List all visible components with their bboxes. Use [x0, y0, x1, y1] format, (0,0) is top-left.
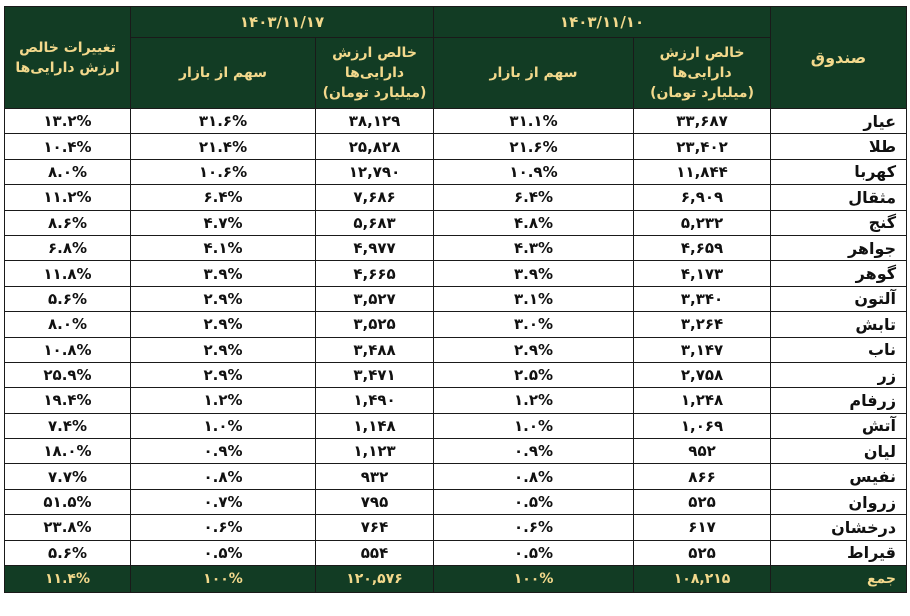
change-value: ۱۳.۲%	[5, 109, 131, 134]
nav-value-2: ۹۳۲	[316, 464, 434, 489]
share-value-2: ۱.۲%	[131, 388, 316, 413]
nav-value-1: ۶,۹۰۹	[634, 185, 771, 210]
date-header-2: ۱۴۰۳/۱۱/۱۷	[131, 7, 434, 38]
share-value-1: ۲۱.۶%	[434, 134, 634, 159]
share-value-1: ۰.۶%	[434, 515, 634, 540]
table-row	[5, 312, 907, 337]
table-row	[5, 413, 907, 438]
nav-value-2: ۳,۵۲۷	[316, 286, 434, 311]
change-value: ۸.۶%	[5, 210, 131, 235]
share-value-2: ۲.۹%	[131, 312, 316, 337]
fund-name: زروان	[771, 489, 907, 514]
change-value: ۷.۴%	[5, 413, 131, 438]
fund-name: آتش	[771, 413, 907, 438]
nav-value-2: ۳,۵۲۵	[316, 312, 434, 337]
nav-value-1: ۴,۶۵۹	[634, 235, 771, 260]
fund-name: کهربا	[771, 159, 907, 184]
share-value-2: ۴.۱%	[131, 235, 316, 260]
nav-header-2	[316, 38, 434, 109]
nav-value-2: ۱,۱۴۸	[316, 413, 434, 438]
total-change: ۱۱.۴%	[5, 566, 131, 593]
change-value: ۲۳.۸%	[5, 515, 131, 540]
table-row	[5, 388, 907, 413]
share-value-2: ۳۱.۶%	[131, 109, 316, 134]
nav-value-2: ۴,۹۷۷	[316, 235, 434, 260]
share-value-1: ۶.۴%	[434, 185, 634, 210]
fund-name: طلا	[771, 134, 907, 159]
nav-value-2: ۷۹۵	[316, 489, 434, 514]
nav-value-2: ۵,۶۸۳	[316, 210, 434, 235]
share-header-1: سهم از بازار	[434, 38, 634, 109]
fund-name: عیار	[771, 109, 907, 134]
share-value-2: ۲.۹%	[131, 337, 316, 362]
total-share1: ۱۰۰%	[434, 566, 634, 593]
share-value-1: ۳۱.۱%	[434, 109, 634, 134]
total-fund-label: جمع	[771, 566, 907, 593]
table-row	[5, 489, 907, 514]
table-row	[5, 235, 907, 260]
fund-name: تابش	[771, 312, 907, 337]
nav-header-1-line1: خالص ارزش دارایی‌ها	[659, 45, 745, 81]
total-nav1: ۱۰۸,۲۱۵	[634, 566, 771, 593]
nav-value-1: ۵,۲۳۲	[634, 210, 771, 235]
table-body	[5, 109, 907, 566]
nav-value-2: ۳۸,۱۲۹	[316, 109, 434, 134]
nav-header-1	[634, 38, 771, 109]
nav-value-2: ۳,۴۷۱	[316, 362, 434, 387]
change-value: ۲۵.۹%	[5, 362, 131, 387]
fund-name: گوهر	[771, 261, 907, 286]
change-value: ۵۱.۵%	[5, 489, 131, 514]
share-value-2: ۰.۵%	[131, 540, 316, 565]
share-value-2: ۶.۴%	[131, 185, 316, 210]
nav-value-1: ۱۱,۸۴۴	[634, 159, 771, 184]
share-value-1: ۴.۳%	[434, 235, 634, 260]
share-value-2: ۰.۹%	[131, 439, 316, 464]
fund-name: مثقال	[771, 185, 907, 210]
share-value-2: ۱.۰%	[131, 413, 316, 438]
fund-name: ناب	[771, 337, 907, 362]
share-value-2: ۰.۸%	[131, 464, 316, 489]
fund-name: گنج	[771, 210, 907, 235]
share-header-2: سهم از بازار	[131, 38, 316, 109]
change-value: ۸.۰%	[5, 159, 131, 184]
share-value-1: ۴.۸%	[434, 210, 634, 235]
change-value: ۱۰.۸%	[5, 337, 131, 362]
nav-value-1: ۵۲۵	[634, 489, 771, 514]
share-value-1: ۰.۹%	[434, 439, 634, 464]
change-value: ۷.۷%	[5, 464, 131, 489]
nav-value-1: ۴,۱۷۳	[634, 261, 771, 286]
change-value: ۵.۶%	[5, 540, 131, 565]
nav-header-1-line2: (میلیارد تومان)	[650, 85, 754, 101]
change-column-header	[5, 7, 131, 109]
table-row	[5, 439, 907, 464]
nav-value-2: ۷,۶۸۶	[316, 185, 434, 210]
table-row	[5, 159, 907, 184]
nav-header-2-line2: (میلیارد تومان)	[322, 85, 427, 101]
change-header-line1: تغییرات خالص	[19, 39, 116, 56]
nav-value-1: ۱,۰۶۹	[634, 413, 771, 438]
table-row	[5, 337, 907, 362]
table-row	[5, 261, 907, 286]
total-row	[5, 566, 907, 593]
share-value-1: ۰.۵%	[434, 489, 634, 514]
nav-value-2: ۲۵,۸۲۸	[316, 134, 434, 159]
change-header-line2: ارزش دارایی‌ها	[15, 59, 120, 76]
share-value-2: ۲.۹%	[131, 362, 316, 387]
fund-name: زر	[771, 362, 907, 387]
share-value-1: ۰.۸%	[434, 464, 634, 489]
total-share2: ۱۰۰%	[131, 566, 316, 593]
change-value: ۱۸.۰%	[5, 439, 131, 464]
nav-value-2: ۱,۴۹۰	[316, 388, 434, 413]
change-value: ۱۹.۴%	[5, 388, 131, 413]
share-value-1: ۲.۵%	[434, 362, 634, 387]
nav-value-2: ۴,۶۶۵	[316, 261, 434, 286]
nav-value-1: ۲۳,۴۰۲	[634, 134, 771, 159]
table-row	[5, 464, 907, 489]
table-row	[5, 286, 907, 311]
nav-header-2-line1: خالص ارزش دارایی‌ها	[332, 45, 417, 81]
nav-value-1: ۵۲۵	[634, 540, 771, 565]
change-value: ۱۰.۴%	[5, 134, 131, 159]
share-value-2: ۲۱.۴%	[131, 134, 316, 159]
share-value-2: ۴.۷%	[131, 210, 316, 235]
share-value-2: ۰.۷%	[131, 489, 316, 514]
share-value-1: ۱.۰%	[434, 413, 634, 438]
nav-value-1: ۸۶۶	[634, 464, 771, 489]
table-row	[5, 210, 907, 235]
fund-column-header: صندوق	[771, 7, 907, 109]
nav-value-2: ۷۶۴	[316, 515, 434, 540]
fund-name: نفیس	[771, 464, 907, 489]
nav-value-1: ۱,۲۴۸	[634, 388, 771, 413]
change-value: ۸.۰%	[5, 312, 131, 337]
fund-name: لیان	[771, 439, 907, 464]
share-value-1: ۳.۱%	[434, 286, 634, 311]
fund-name: جواهر	[771, 235, 907, 260]
fund-name: زرفام	[771, 388, 907, 413]
share-value-1: ۳.۹%	[434, 261, 634, 286]
fund-name: آلتون	[771, 286, 907, 311]
fund-name: قیراط	[771, 540, 907, 565]
table-row	[5, 109, 907, 134]
table-row	[5, 185, 907, 210]
nav-value-1: ۶۱۷	[634, 515, 771, 540]
share-value-2: ۳.۹%	[131, 261, 316, 286]
share-value-2: ۲.۹%	[131, 286, 316, 311]
fund-name: درخشان	[771, 515, 907, 540]
share-value-1: ۱۰.۹%	[434, 159, 634, 184]
nav-value-1: ۲,۷۵۸	[634, 362, 771, 387]
share-value-2: ۰.۶%	[131, 515, 316, 540]
share-value-1: ۰.۵%	[434, 540, 634, 565]
change-value: ۱۱.۲%	[5, 185, 131, 210]
table-row	[5, 540, 907, 565]
nav-value-2: ۵۵۴	[316, 540, 434, 565]
share-value-1: ۳.۰%	[434, 312, 634, 337]
table-row	[5, 134, 907, 159]
change-value: ۶.۸%	[5, 235, 131, 260]
nav-value-1: ۳,۲۶۴	[634, 312, 771, 337]
total-nav2: ۱۲۰,۵۷۶	[316, 566, 434, 593]
table-row	[5, 515, 907, 540]
nav-value-2: ۱,۱۲۳	[316, 439, 434, 464]
nav-value-1: ۳۳,۶۸۷	[634, 109, 771, 134]
nav-value-1: ۹۵۲	[634, 439, 771, 464]
nav-value-1: ۳,۳۴۰	[634, 286, 771, 311]
fund-nav-table	[4, 6, 907, 593]
share-value-1: ۱.۲%	[434, 388, 634, 413]
date-header-1: ۱۴۰۳/۱۱/۱۰	[434, 7, 771, 38]
change-value: ۱۱.۸%	[5, 261, 131, 286]
share-value-2: ۱۰.۶%	[131, 159, 316, 184]
nav-value-2: ۳,۴۸۸	[316, 337, 434, 362]
nav-value-1: ۳,۱۴۷	[634, 337, 771, 362]
table-row	[5, 362, 907, 387]
change-value: ۵.۶%	[5, 286, 131, 311]
nav-value-2: ۱۲,۷۹۰	[316, 159, 434, 184]
share-value-1: ۲.۹%	[434, 337, 634, 362]
